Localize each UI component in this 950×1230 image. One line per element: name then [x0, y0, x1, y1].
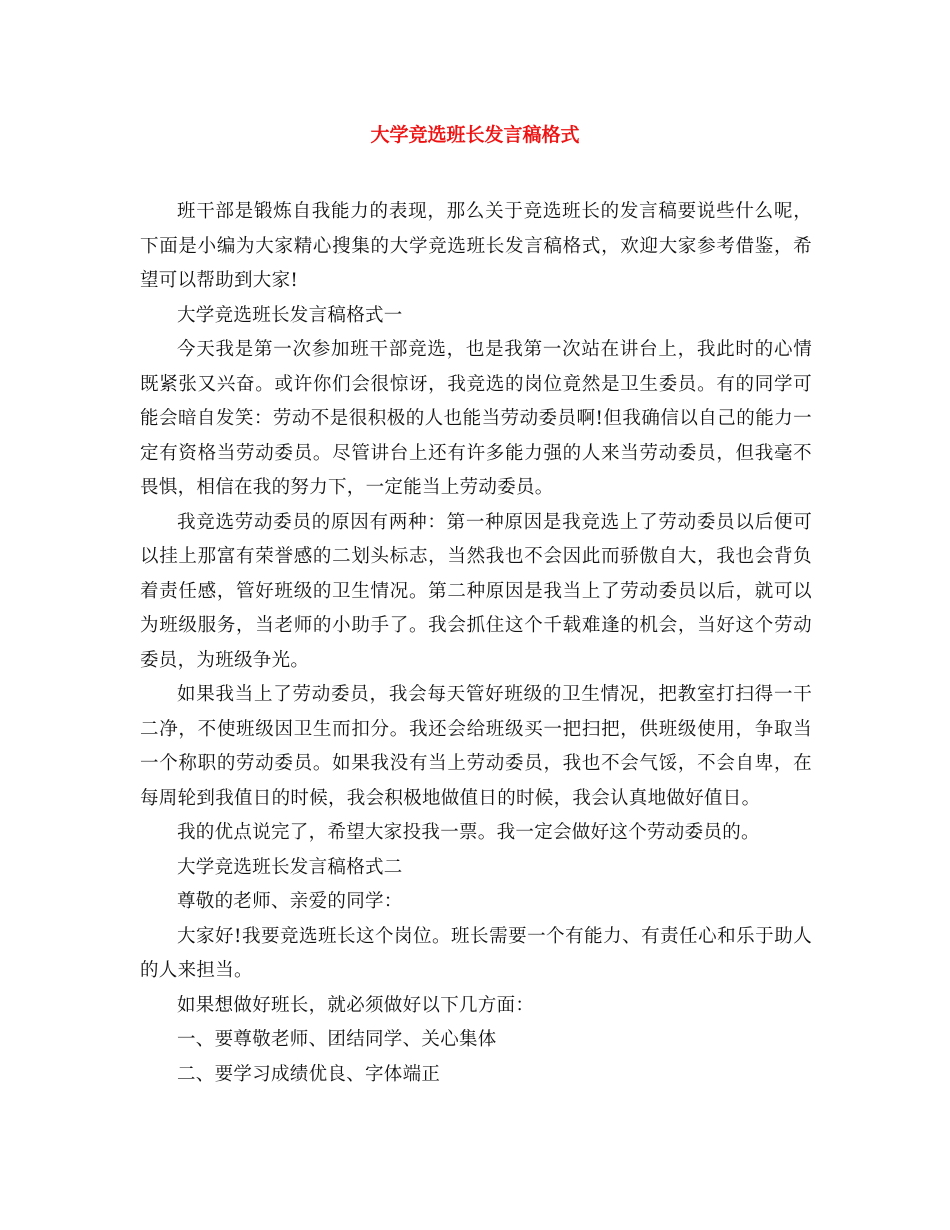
- section-heading-one: 大学竞选班长发言稿格式一: [177, 304, 403, 326]
- list-item: 二、要学习成绩优良、字体端正: [177, 1063, 441, 1085]
- paragraph: 今天我是第一次参加班干部竞选，也是我第一次站在讲台上，我此时的心情既紧张又兴奋。或许你们会很惊讶，我竞选的岗位竟然是卫生委员。有的同学可能会暗自发笑：劳动不是很积极的人也能当劳动委员啊!但我确信以自己的能力一定有资格当劳动委员。尽管讲台上还有许多能力强的人来当劳动委员，但我毫不畏惧，相信在我的努力下，一定能当上劳动委员。: [140, 339, 812, 498]
- paragraph: 大家好!我要竞选班长这个岗位。班长需要一个有能力、有责任心和乐于助人的人来担当。: [140, 925, 812, 981]
- paragraph: 如果我当上了劳动委员，我会每天管好班级的卫生情况，把教室打扫得一干二净，不使班级因卫生而扣分。我还会给班级买一把扫把，供班级使用，争取当一个称职的劳动委员。如果我没有当上劳动委员，我也不会气馁，不会自卑，在每周轮到我值日的时候，我会积极地做值日的时候，我会认真地做好值日。: [140, 684, 812, 809]
- section-heading-two: 大学竞选班长发言稿格式二: [177, 856, 403, 878]
- paragraph-intro: 班干部是锻炼自我能力的表现，那么关于竞选班长的发言稿要说些什么呢，下面是小编为大家精心搜集的大学竞选班长发言稿格式，欢迎大家参考借鉴，希望可以帮助到大家!: [140, 201, 812, 291]
- document-title: 大学竞选班长发言稿格式: [370, 124, 580, 146]
- paragraph: 如果想做好班长，就必须做好以下几方面：: [177, 994, 535, 1016]
- list-item: 一、要尊敬老师、团结同学、关心集体: [177, 1029, 497, 1050]
- paragraph: 我竞选劳动委员的原因有两种：第一种原因是我竞选上了劳动委员以后便可以挂上那富有荣誉感的二划头标志，当然我也不会因此而骄傲自大，我也会背负着责任感，管好班级的卫生情况。第二种原因是我当上了劳动委员以后，就可以为班级服务，当老师的小助手了。我会抓住这个千载难逢的机会，当好这个劳动委员，为班级争光。: [140, 511, 812, 671]
- paragraph: 我的优点说完了，希望大家投我一票。我一定会做好这个劳动委员的。: [177, 822, 760, 843]
- document-body: [140, 195, 812, 1092]
- salutation: 尊敬的老师、亲爱的同学：: [177, 891, 403, 912]
